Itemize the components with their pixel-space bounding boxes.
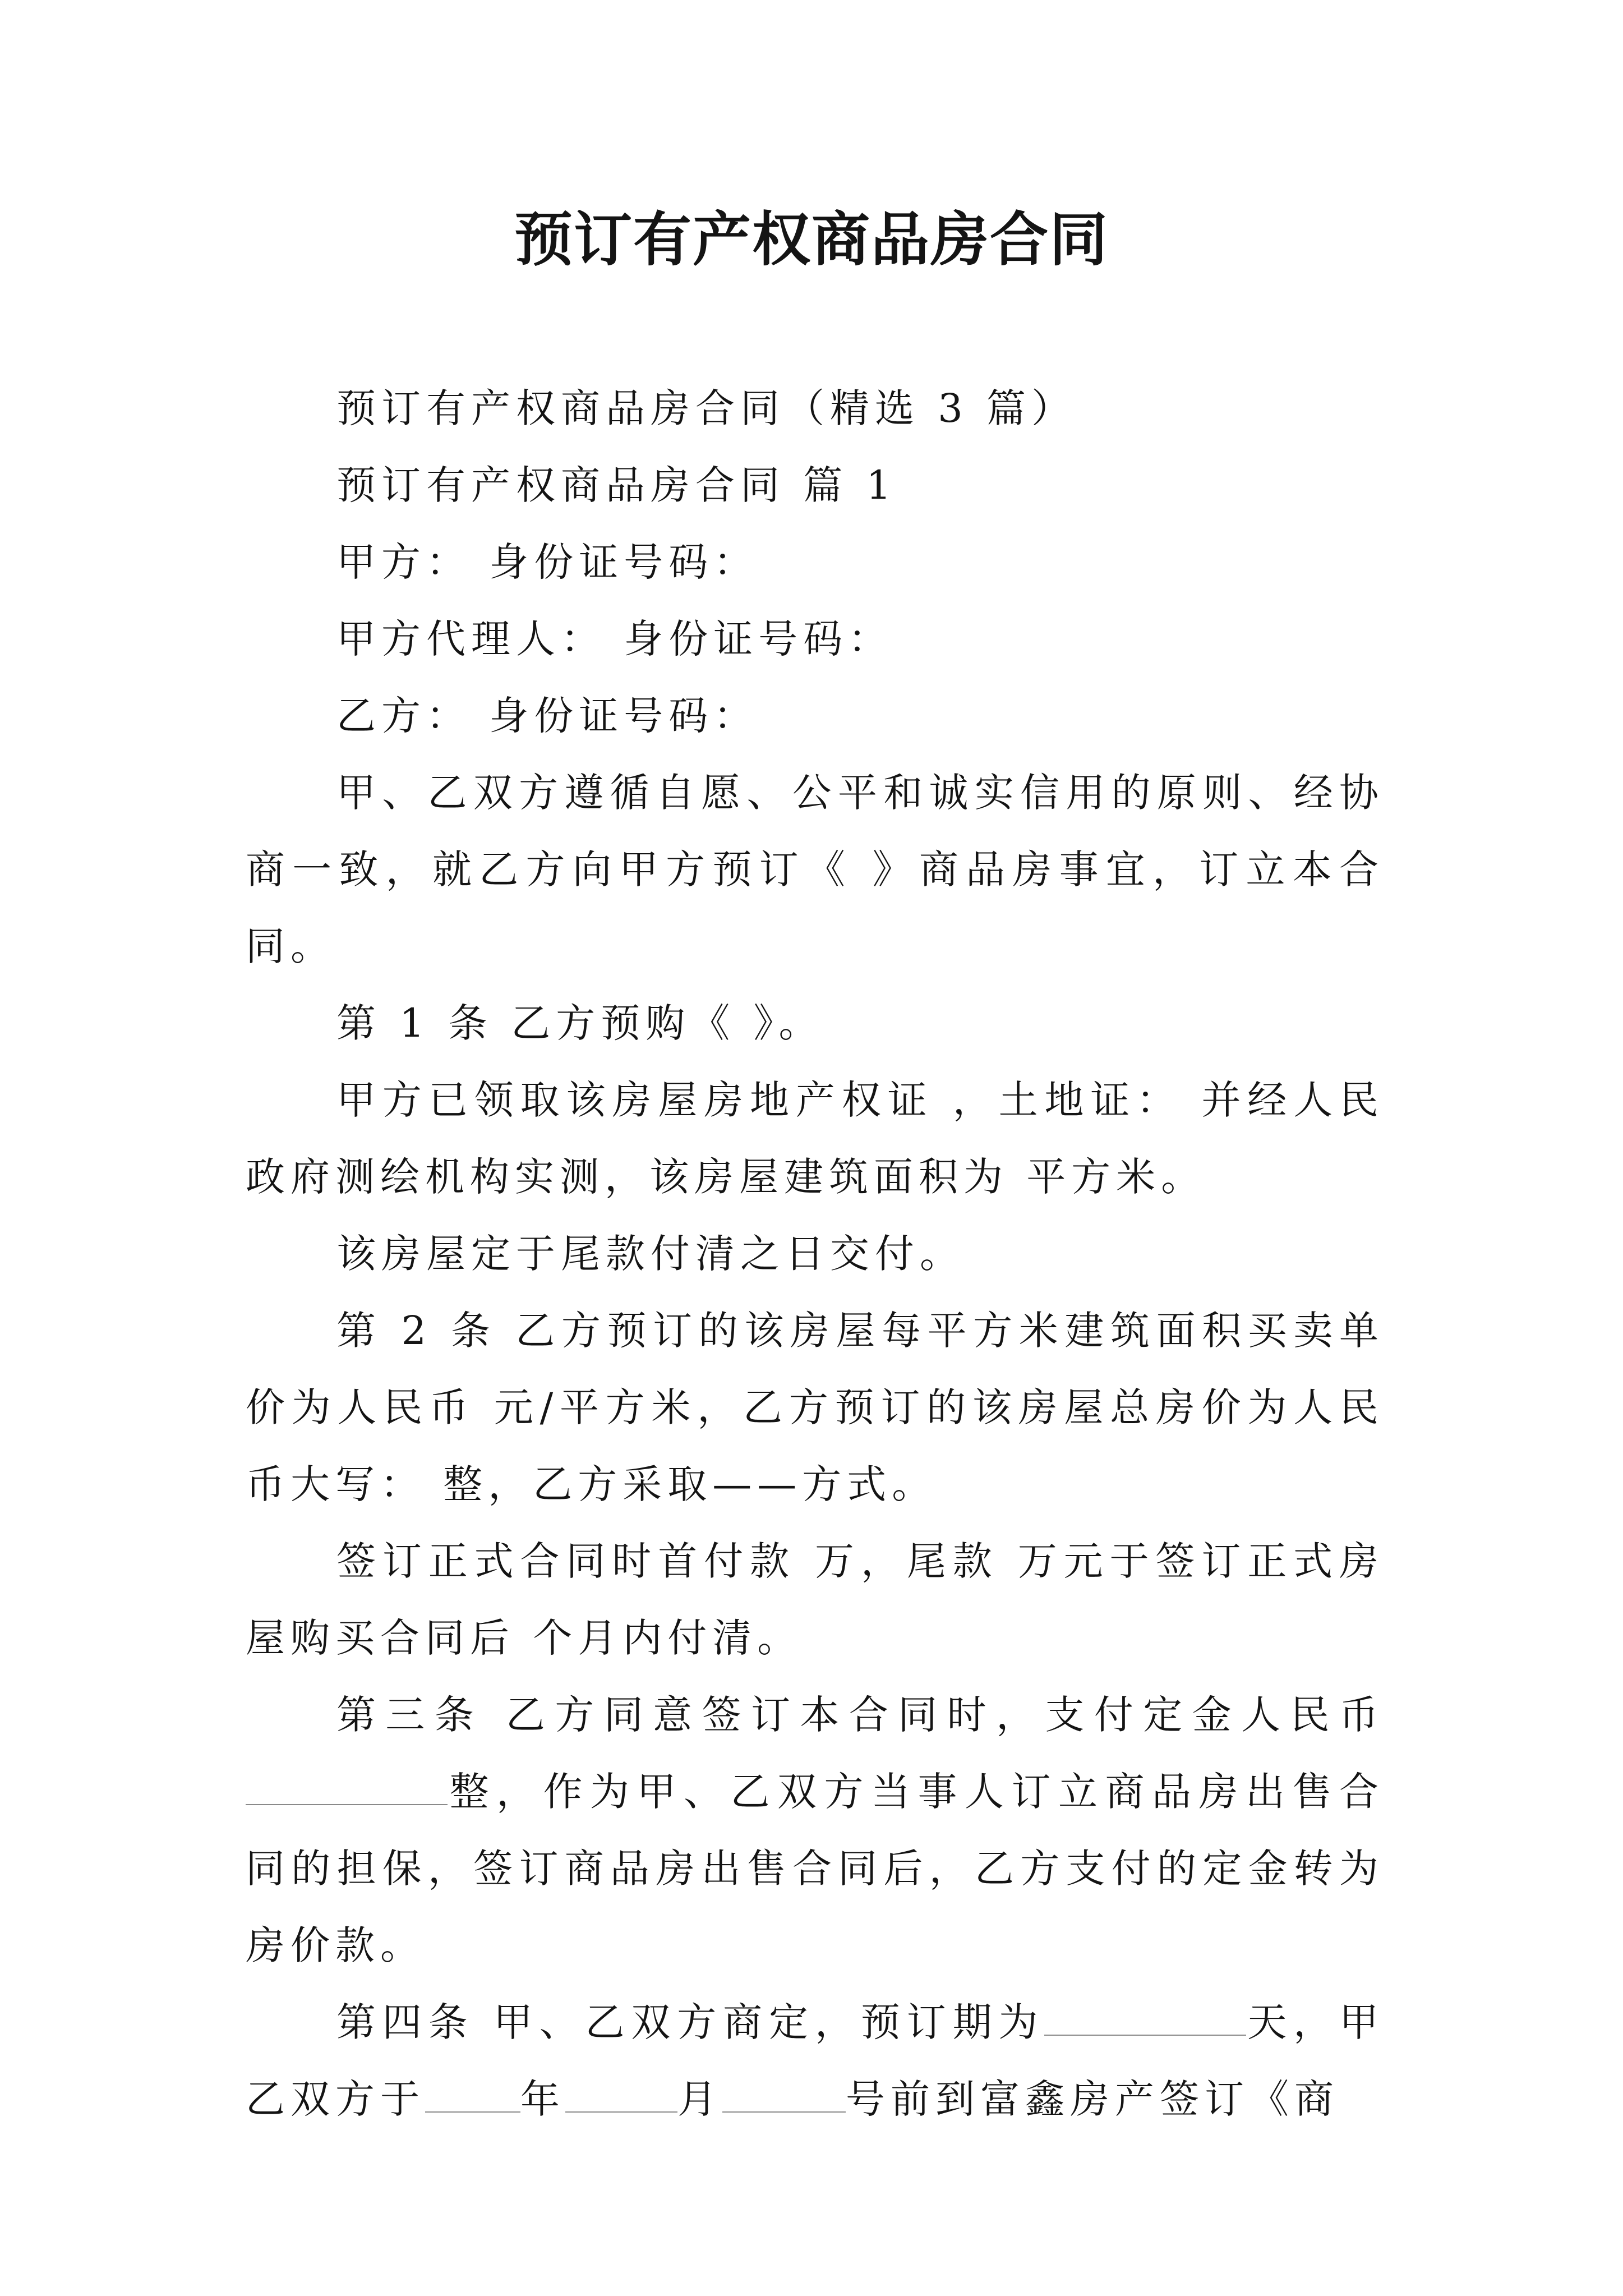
subtitle-line: 预订有产权商品房合同（精选 3 篇）: [336, 385, 1077, 431]
day-blank: [722, 2074, 846, 2113]
month-blank: [565, 2074, 677, 2113]
article-4-text-b: 天，甲乙双方于: [246, 1999, 1385, 2122]
article-4-text-d: 月: [677, 2076, 722, 2122]
year-blank: [425, 2074, 520, 2113]
document-title: 预订有产权商品房合同: [514, 205, 1109, 274]
article-1-paragraph: 甲方已领取该房屋房地产权证 ，土地证： 并经人民政府测绘机构实测，该房屋建筑面积为 平方米。: [246, 1077, 1384, 1200]
part-heading: 预订有产权商品房合同 篇 1: [336, 462, 897, 508]
article-4-paragraph: [246, 1984, 1384, 2138]
party-a-agent-line: 甲方代理人： 身份证号码：: [336, 616, 893, 662]
article-3-text-b: 整，作为甲、乙双方当事人订立商品房出售合同的担保，签订商品房出售合同后，乙方支付的定金转为房价款。: [246, 1769, 1384, 1968]
deposit-blank: [246, 1767, 448, 1806]
article-2-paragraph: 第 2 条 乙方预订的该房屋每平方米建筑面积买卖单价为人民币 元/平方米，乙方预订的该房屋总房价为人民币大写： 整，乙方采取——方式。: [246, 1308, 1384, 1507]
article-4-text-c: 年: [520, 2076, 565, 2122]
intro-paragraph: 甲、乙双方遵循自愿、公平和诚实信用的原则、经协商一致，就乙方向甲方预订《 》商品房事宜，订立本合同。: [246, 770, 1384, 969]
document-body: [246, 370, 1384, 2138]
party-b-line: 乙方： 身份证号码：: [336, 693, 759, 739]
article-4-text-e: 号前到富鑫房产签订《商: [846, 2076, 1339, 2122]
article-1-heading: 第 1 条 乙方预购《 》。: [336, 1000, 824, 1046]
delivery-paragraph: 该房屋定于尾款付清之日交付。: [336, 1231, 965, 1277]
article-4-text-a: 第四条 甲、乙双方商定，预订期为: [336, 1999, 1045, 2045]
article-3-paragraph: [246, 1677, 1384, 1984]
party-a-line: 甲方： 身份证号码：: [336, 539, 759, 585]
article-3-text-a: 第三条 乙方同意签订本合同时，支付定金人民币: [336, 1692, 1384, 1738]
payment-paragraph: 签订正式合同时首付款 万，尾款 万元于签订正式房屋购买合同后 个月内付清。: [246, 1538, 1384, 1661]
days-blank: [1044, 1998, 1246, 2036]
